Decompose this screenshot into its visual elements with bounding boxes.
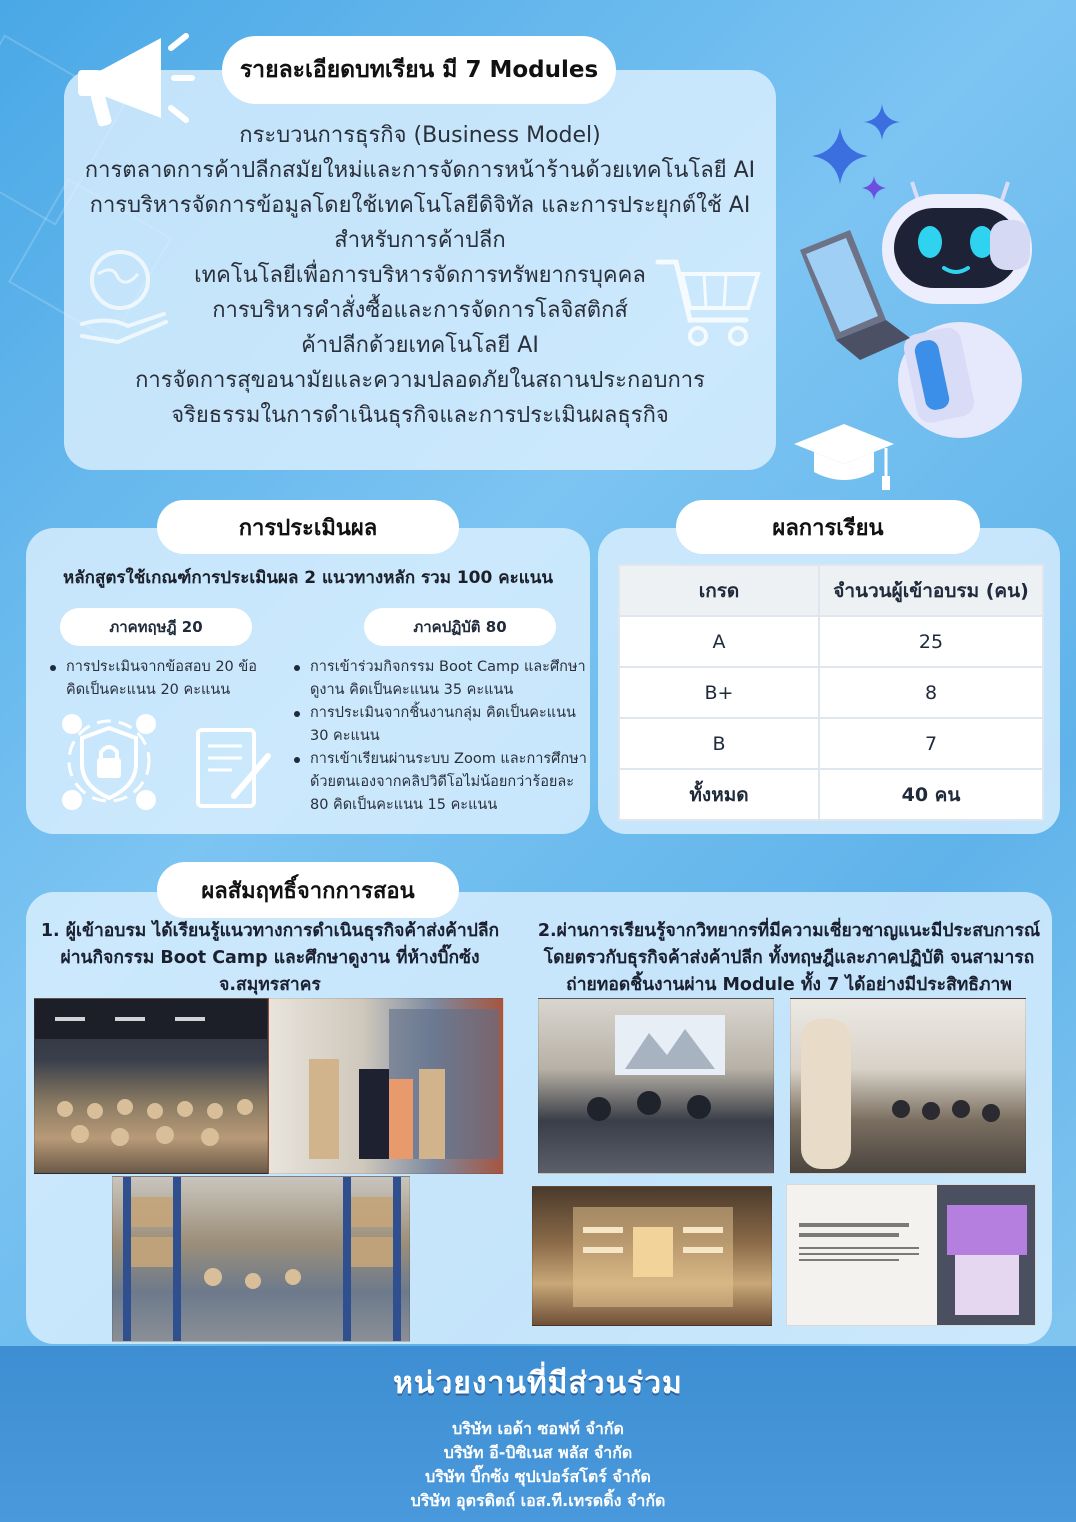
photo-bootcamp-hall — [34, 998, 268, 1174]
modules-title: รายละเอียดบทเรียน มี 7 Modules — [222, 36, 616, 104]
footer-title: หน่วยงานที่มีส่วนร่วม — [393, 1366, 683, 1401]
grade-cell: A — [619, 616, 819, 667]
list-item: การประเมินจากข้อสอบ 20 ข้อ คิดเป็นคะแนน 20 คะแนน — [48, 656, 274, 702]
practice-bullets — [292, 656, 588, 817]
theory-label: ภาคทฤษฎี 20 — [60, 608, 252, 646]
grade-cell: B — [619, 718, 819, 769]
list-item: การตลาดการค้าปลีกสมัยใหม่และการจัดการหน้าร้านด้วยเทคโนโลยี AI — [84, 158, 756, 183]
total-value: 40 คน — [819, 769, 1043, 820]
count-cell: 8 — [819, 667, 1043, 718]
count-cell: 25 — [819, 616, 1043, 667]
table-header-row — [619, 565, 1043, 616]
practice-label: ภาคปฏิบัติ 80 — [364, 608, 556, 646]
list-item: จริยธรรมในการดำเนินธุรกิจและการประเมินผลธุรกิจ — [171, 403, 669, 428]
list-item: การประเมินจากชิ้นงานกลุ่ม คิดเป็นคะแนน 30 คะแนน — [292, 702, 588, 748]
count-cell: 7 — [819, 718, 1043, 769]
total-row — [619, 769, 1043, 820]
security-lock-icon — [56, 708, 162, 814]
document-pen-icon — [194, 726, 274, 812]
list-item: สำหรับการค้าปลีก — [334, 228, 506, 253]
list-item: การเข้าร่วมกิจกรรม Boot Camp และศึกษาดูงาน คิดเป็นคะแนน 35 คะแนน — [292, 656, 588, 702]
list-item: การจัดการสุขอนามัยและความปลอดภัยในสถานประกอบการ — [135, 368, 705, 393]
theory-bullets — [48, 656, 274, 702]
list-item: บริษัท บิ๊กซ้ง ซุปเปอร์สโตร์ จำกัด — [425, 1467, 651, 1486]
list-item: กระบวนการธุรกิจ (Business Model) — [239, 123, 601, 148]
robot-laptop-icon — [790, 180, 1040, 440]
globe-hand-icon — [78, 244, 170, 344]
grade-column-header: เกรด — [619, 565, 819, 616]
list-item: การบริหารจัดการข้อมูลโดยใช้เทคโนโลยีดิจิทัล และการประยุกต์ใช้ AI — [89, 193, 751, 218]
table-row — [619, 616, 1043, 667]
graduation-cap-icon — [790, 418, 900, 494]
outcomes-title: ผลสัมฤทธิ์จากการสอน — [157, 862, 459, 918]
photo-warehouse — [112, 1176, 410, 1342]
evaluation-subtitle: หลักสูตรใช้เกณฑ์การประเมินผล 2 แนวทางหลัก รวม 100 คะแนน — [63, 568, 553, 588]
count-column-header: จำนวนผู้เข้าอบรม (คน) — [819, 565, 1043, 616]
footer — [0, 1346, 1076, 1522]
list-item: บริษัท อุตรดิตถ์ เอส.ที.เทรดดิ้ง จำกัด — [410, 1491, 666, 1510]
outcome-point-2: 2.ผ่านการเรียนรู้จากวิทยากรที่มีความเชี่ยวชาญแนะมีประสบการณ์ โดยตรวกับธุรกิจค้าส่งค้าปลีก ทั้งทฤษฎีและภาคปฏิบัติ จนสามารถ ถ่ายทอดชิ้นงานผ่าน Module ทั้ง 7 ได้อย่างมีประสิทธิภาพ — [537, 921, 1041, 995]
photo-store-visit — [268, 998, 504, 1174]
table-row — [619, 718, 1043, 769]
list-item: การเข้าเรียนผ่านระบบ Zoom และการศึกษาด้วยตนเองจากคลิปวิดีโอไม่น้อยกว่าร้อยละ 80 คิดเป็นคะแนน 15 คะแนน — [292, 748, 588, 817]
photo-classroom-2 — [790, 998, 1026, 1174]
outcome-point-1: 1. ผู้เข้าอบรม ได้เรียนรู้แนวทางการดำเนินธุรกิจค้าส่งค้าปลีก ผ่านกิจกรรม Boot Camp และศึกษาดูงาน ที่ห้างบิ๊กซ้ง จ.สมุทรสาคร — [40, 921, 500, 995]
partner-list — [0, 1417, 1076, 1513]
photo-store-design — [532, 1186, 772, 1326]
list-item: ค้าปลีกด้วยเทคโนโลยี AI — [301, 333, 539, 358]
list-item: เทคโนโลยีเพื่อการบริหารจัดการทรัพยากรบุคคล — [194, 263, 646, 288]
results-title: ผลการเรียน — [676, 500, 980, 554]
list-item: บริษัท เอด้า ซอฟท์ จำกัด — [452, 1419, 624, 1438]
shopping-cart-icon — [654, 256, 766, 352]
photo-classroom-1 — [538, 998, 774, 1174]
evaluation-title: การประเมินผล — [157, 500, 459, 554]
grades-table — [618, 564, 1044, 821]
list-item: การบริหารคำสั่งซื้อและการจัดการโลจิสติกส์ — [212, 298, 628, 323]
table-row — [619, 667, 1043, 718]
grade-cell: B+ — [619, 667, 819, 718]
photo-work-output — [786, 1184, 1036, 1326]
total-label: ทั้งหมด — [619, 769, 819, 820]
list-item: บริษัท อี-บิซิเนส พลัส จำกัด — [443, 1443, 633, 1462]
